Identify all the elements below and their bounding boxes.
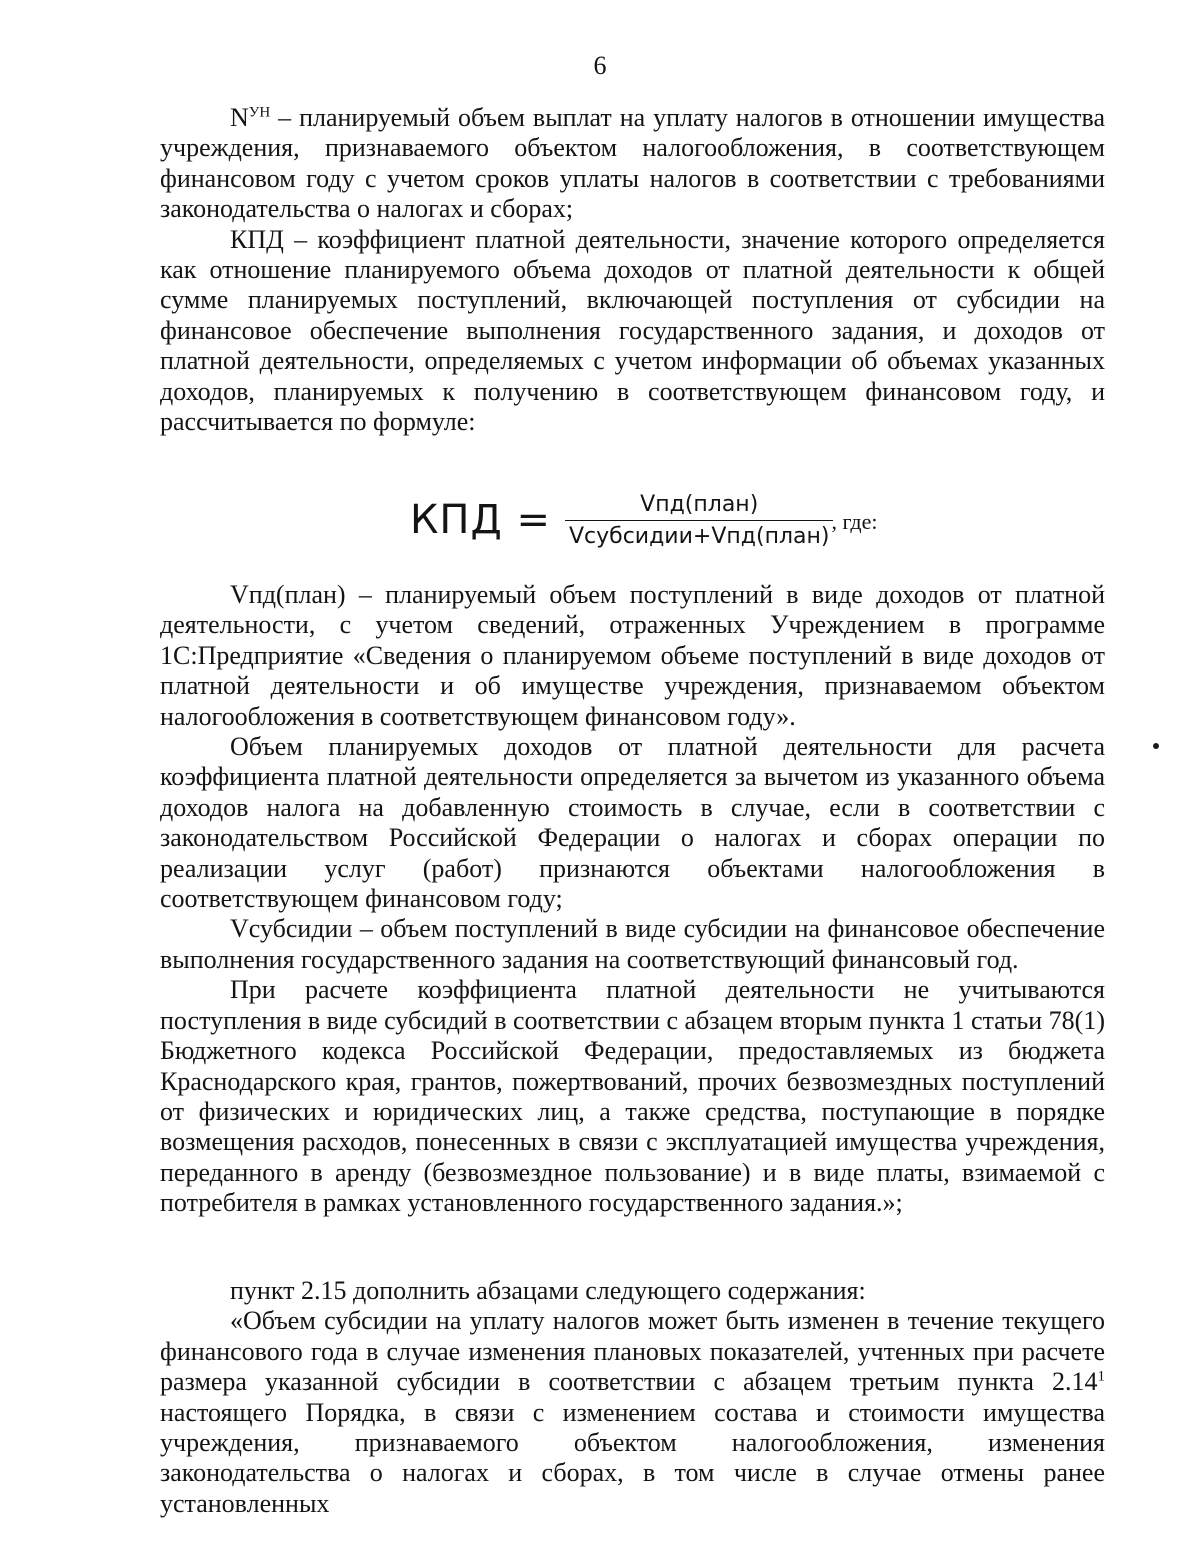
- nun-definition-text: – планируемый объем выплат на уплату налогов в отношении имущества учреждения, признаваемого объектом налогообложения, в соответствующем финансовом году с учетом сроков уплаты налогов в соответствии с требованиями законодательства о налогах и сборах;: [160, 103, 1105, 224]
- text-block-variables: [160, 580, 1105, 1219]
- symbol-n: N: [230, 103, 249, 132]
- subsidy-change-text-a: «Объем субсидии на уплату налогов может быть изменен в течение текущего финансового года в случае изменения плановых показателей, учтенных при расчете размера указанной субсидии в соответствии с абзацем третьим пункта 2.14: [160, 1306, 1105, 1397]
- paragraph-nun-definition: [160, 103, 1105, 225]
- formula-fraction: [569, 492, 830, 549]
- kpd-formula: [410, 480, 877, 560]
- formula-numerator: Vпд(план): [565, 492, 834, 521]
- subsidy-change-text-b: настоящего Порядка, в связи с изменением состава и стоимости имущества учреждения, признаваемого объектом налогообложения, изменения законодательства о налогах и сборах, в том числе в случае отмены ранее установленных: [160, 1397, 1105, 1518]
- paragraph-subsidy-change: [160, 1306, 1105, 1519]
- paragraph-vat-deduction: Объем планируемых доходов от платной деятельности для расчета коэффициента платной деятельности определяется за вычетом из указанного объема доходов налога на добавленную стоимость в случае, если в соответствии с законодательством Российской Федерации о налогах и сборах операции по реализации услуг (работ) признаются объектами налогообложения в соответствующем финансовом году;: [160, 732, 1105, 914]
- text-block-definitions: [160, 103, 1105, 437]
- formula-tail: , где:: [831, 509, 878, 534]
- paragraph-clause-2-15: пункт 2.15 дополнить абзацами следующего содержания:: [230, 1276, 866, 1305]
- symbol-n-superscript: УН: [248, 104, 271, 121]
- paragraph-vpd-definition: Vпд(план) – планируемый объем поступлений в виде доходов от платной деятельности, с учетом сведений, отраженных Учреждением в программе 1С:Предприятие «Сведения о планируемом объеме поступлений в виде доходов от платной деятельности и об имуществе учреждения, признаваемом объектом налогообложения в соответствующем финансовом году».: [160, 580, 1105, 731]
- scan-speck: [1153, 743, 1159, 749]
- formula-lhs: КПД =: [410, 497, 551, 543]
- paragraph-vsubsidy-definition: Vсубсидии – объем поступлений в виде субсидии на финансовое обеспечение выполнения государственного задания на соответствующий финансовый год.: [160, 914, 1105, 974]
- text-block-amendment: [160, 1276, 1105, 1519]
- formula-denominator: Vсубсидии+Vпд(план): [568, 523, 830, 549]
- page-number: 6: [593, 51, 607, 80]
- paragraph-exclusions: При расчете коэффициента платной деятельности не учитываются поступления в виде субсидий в соответствии с абзацем вторым пункта 1 статьи 78(1) Бюджетного кодекса Российской Федерации, предоставляемых из бюджета Краснодарского края, грантов, пожертвований, прочих безвозмездных поступлений от физических и юридических лиц, а также средства, поступающие в порядке возмещения расходов, понесенных в связи с эксплуатацией имущества учреждения, переданного в аренду (безвозмездное пользование) и в виде платы, взимаемой с потребителя в рамках установленного государственного задания.»;: [160, 975, 1105, 1218]
- clause-superscript: 1: [1097, 1368, 1105, 1385]
- paragraph-kpd-definition: КПД – коэффициент платной деятельности, значение которого определяется как отношение планируемого объема доходов от платной деятельности к общей сумме планируемых поступлений, включающей поступления от субсидии на финансовое обеспечение выполнения государственного задания, и доходов от платной деятельности, определяемых с учетом информации об объемах указанных доходов, планируемых к получению в соответствующем финансовом году, и рассчитывается по формуле:: [160, 224, 1105, 437]
